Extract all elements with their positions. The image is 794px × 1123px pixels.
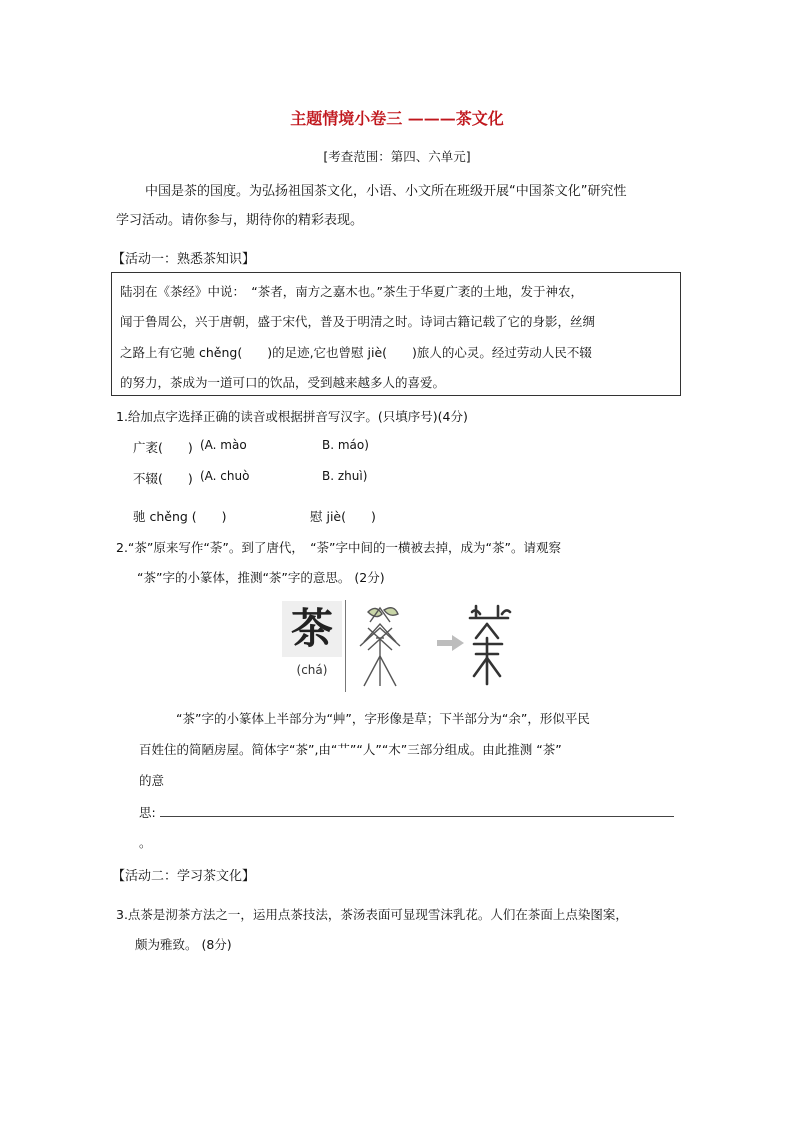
q1-row2-word: 不辍( ) xyxy=(133,471,193,486)
passage-line-2: 闻于鲁周公，兴于唐朝，盛于宋代，普及于明清之时。诗词古籍记载了它的身影，丝绸 xyxy=(120,314,596,329)
seal-script-figure xyxy=(280,598,518,692)
intro-line-2: 学习活动。请你参与，期待你的精彩表现。 xyxy=(116,213,364,228)
q1-row2-option-b: B. zhuì) xyxy=(322,469,368,483)
q1-row1-word: 广袤( ) xyxy=(133,440,193,455)
q1-stem: 1.给加点字选择正确的读音或根据拼音写汉字。(只填序号)(4分) xyxy=(116,409,468,424)
activity1-heading: 【活动一：熟悉茶知识】 xyxy=(112,252,256,267)
q3-line-1: 3.点茶是沏茶方法之一，运用点茶技法，茶汤表面可显现雪沫乳花。人们在茶面上点染图案， xyxy=(116,907,628,922)
q2-answer-line[interactable] xyxy=(160,803,674,817)
q1-row2-option-a: (A. chuò xyxy=(200,469,250,483)
q2-answer-label: 思: xyxy=(139,805,156,820)
q2-answer-end: 。 xyxy=(139,835,152,850)
q1-row1-option-a: (A. mào xyxy=(200,438,247,452)
q3-line-2: 颇为雅致。 (8分) xyxy=(135,937,232,952)
q1-row3-a: 驰 chěng ( ) xyxy=(133,509,227,524)
passage-line-4: 的努力，茶成为一道可口的饮品，受到越来越多人的喜爱。 xyxy=(120,375,446,390)
passage-line-1: 陆羽在《茶经》中说： “茶者，南方之嘉木也。”茶生于华夏广袤的土地，发于神农， xyxy=(120,284,583,299)
q1-row3-b: 慰 jiè( ) xyxy=(310,509,376,524)
tea-character-block: 茶 xyxy=(282,601,342,657)
q2-para-1: “茶”字的小篆体上半部分为“艸”，字形像是草；下半部分为“余”，形似平民 xyxy=(176,711,590,726)
passage-line-3: 之路上有它驰 chěng( )的足迹,它也曾慰 jiè( )旅人的心灵。经过劳动人民不辍 xyxy=(120,345,592,360)
q2-para-2: 百姓住的简陋房屋。简体字“茶”,由“艹”“人”“木”三部分组成。由此推测 “茶” xyxy=(139,742,562,757)
seal-script-character-icon xyxy=(470,606,510,684)
q2-line-2: “茶”字的小篆体，推测“茶”字的意思。 (2分) xyxy=(137,570,385,585)
pictograph-icon xyxy=(360,608,400,686)
page-title: 主题情境小卷三 ———茶文化 xyxy=(290,109,504,128)
q1-row1-option-b: B. máo) xyxy=(322,438,369,452)
q2-line-1: 2.“茶”原来写作“荼”。到了唐代， “荼”字中间的一横被去掉，成为“茶”。请观察 xyxy=(116,540,561,555)
passage-box xyxy=(111,272,681,396)
intro-line-1: 中国是茶的国度。为弘扬祖国茶文化，小语、小文所在班级开展“中国茶文化”研究性 xyxy=(145,184,627,199)
activity2-heading: 【活动二：学习茶文化】 xyxy=(112,869,256,884)
q2-para-3: 的意 xyxy=(139,773,165,788)
tea-pinyin: (chá) xyxy=(296,663,328,677)
exam-scope: [考查范围：第四、六单元] xyxy=(323,149,471,164)
arrow-right-icon xyxy=(437,635,464,651)
